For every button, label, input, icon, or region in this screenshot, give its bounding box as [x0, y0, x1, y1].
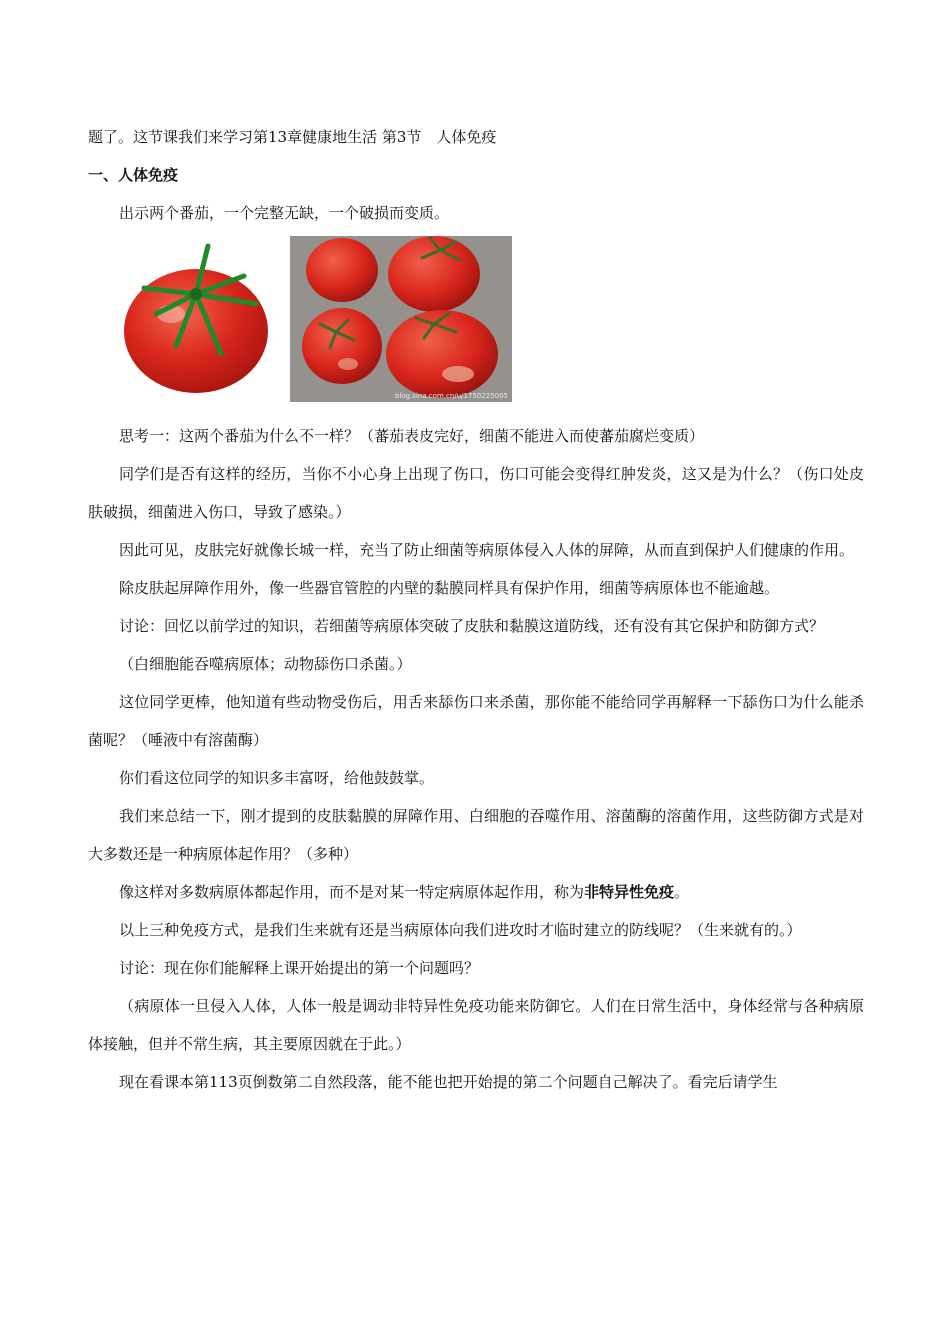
paragraph: 这位同学更棒，他知道有些动物受伤后，用舌来舔伤口来杀菌，那你能不能给同学再解释一下舔伤口为什么能杀菌呢？（唾液中有溶菌酶） — [88, 693, 864, 749]
paragraph: 以上三种免疫方式，是我们生来就有还是当病原体向我们进攻时才临时建立的防线呢？（生来就有的。） — [119, 921, 802, 939]
text-run: 像这样对多数病原体都起作用，而不是对某一特定病原体起作用，称为 — [119, 883, 585, 901]
damaged-tomatoes-photo — [290, 236, 512, 402]
section-heading: 一、人体免疫 — [88, 166, 179, 184]
paragraph-nonspecific-immunity — [88, 873, 864, 911]
bold-term: 非特异性免疫 — [584, 883, 675, 901]
paragraph: 你们看这位同学的知识多丰富呀，给他鼓鼓掌。 — [119, 769, 435, 787]
paragraph: 思考一：这两个番茄为什么不一样？（蕃茄表皮完好，细菌不能进入而使蕃茄腐烂变质） — [119, 427, 705, 445]
photo-watermark: blog.sina.com.cn/u/1750225005 — [394, 392, 508, 400]
paragraph: 同学们是否有这样的经历，当你不小心身上出现了伤口，伤口可能会变得红肿发炎，这又是为什么？（伤口处皮肤破损，细菌进入伤口，导致了感染。） — [88, 465, 864, 521]
paragraph: 出示两个番茄，一个完整无缺，一个破损而变质。 — [119, 204, 450, 222]
paragraph: 除皮肤起屏障作用外，像一些器官管腔的内壁的黏膜同样具有保护作用，细菌等病原体也不能逾越。 — [119, 579, 780, 597]
paragraph: 现在看课本第113页倒数第二自然段落，能不能也把开始提的第二个问题自己解决了。看完后请学生 — [119, 1073, 778, 1091]
paragraph: （病原体一旦侵入人体，人体一般是调动非特异性免疫功能来防御它。人们在日常生活中，身体经常与各种病原体接触，但并不常生病，其主要原因就在于此。） — [88, 997, 864, 1053]
document-page — [88, 118, 864, 1101]
text-line-intro: 题了。这节课我们来学习第13章健康地生活 第3节 人体免疫 — [88, 128, 497, 146]
tomato-images — [88, 236, 864, 411]
paragraph: （白细胞能吞噬病原体；动物舔伤口杀菌。） — [119, 655, 412, 673]
intact-tomato-image — [116, 236, 276, 401]
paragraph: 因此可见，皮肤完好就像长城一样，充当了防止细菌等病原体侵入人体的屏障，从而直到保护人们健康的作用。 — [119, 541, 855, 559]
paragraph: 讨论：现在你们能解释上课开始提出的第一个问题吗？ — [119, 959, 480, 977]
paragraph: 我们来总结一下，刚才提到的皮肤黏膜的屏障作用、白细胞的吞噬作用、溶菌酶的溶菌作用，这些防御方式是对大多数还是一种病原体起作用？（多种） — [88, 807, 864, 863]
text-run: 。 — [674, 883, 690, 901]
paragraph: 讨论：回忆以前学过的知识，若细菌等病原体突破了皮肤和黏膜这道防线，还有没有其它保护和防御方式？ — [119, 617, 825, 635]
